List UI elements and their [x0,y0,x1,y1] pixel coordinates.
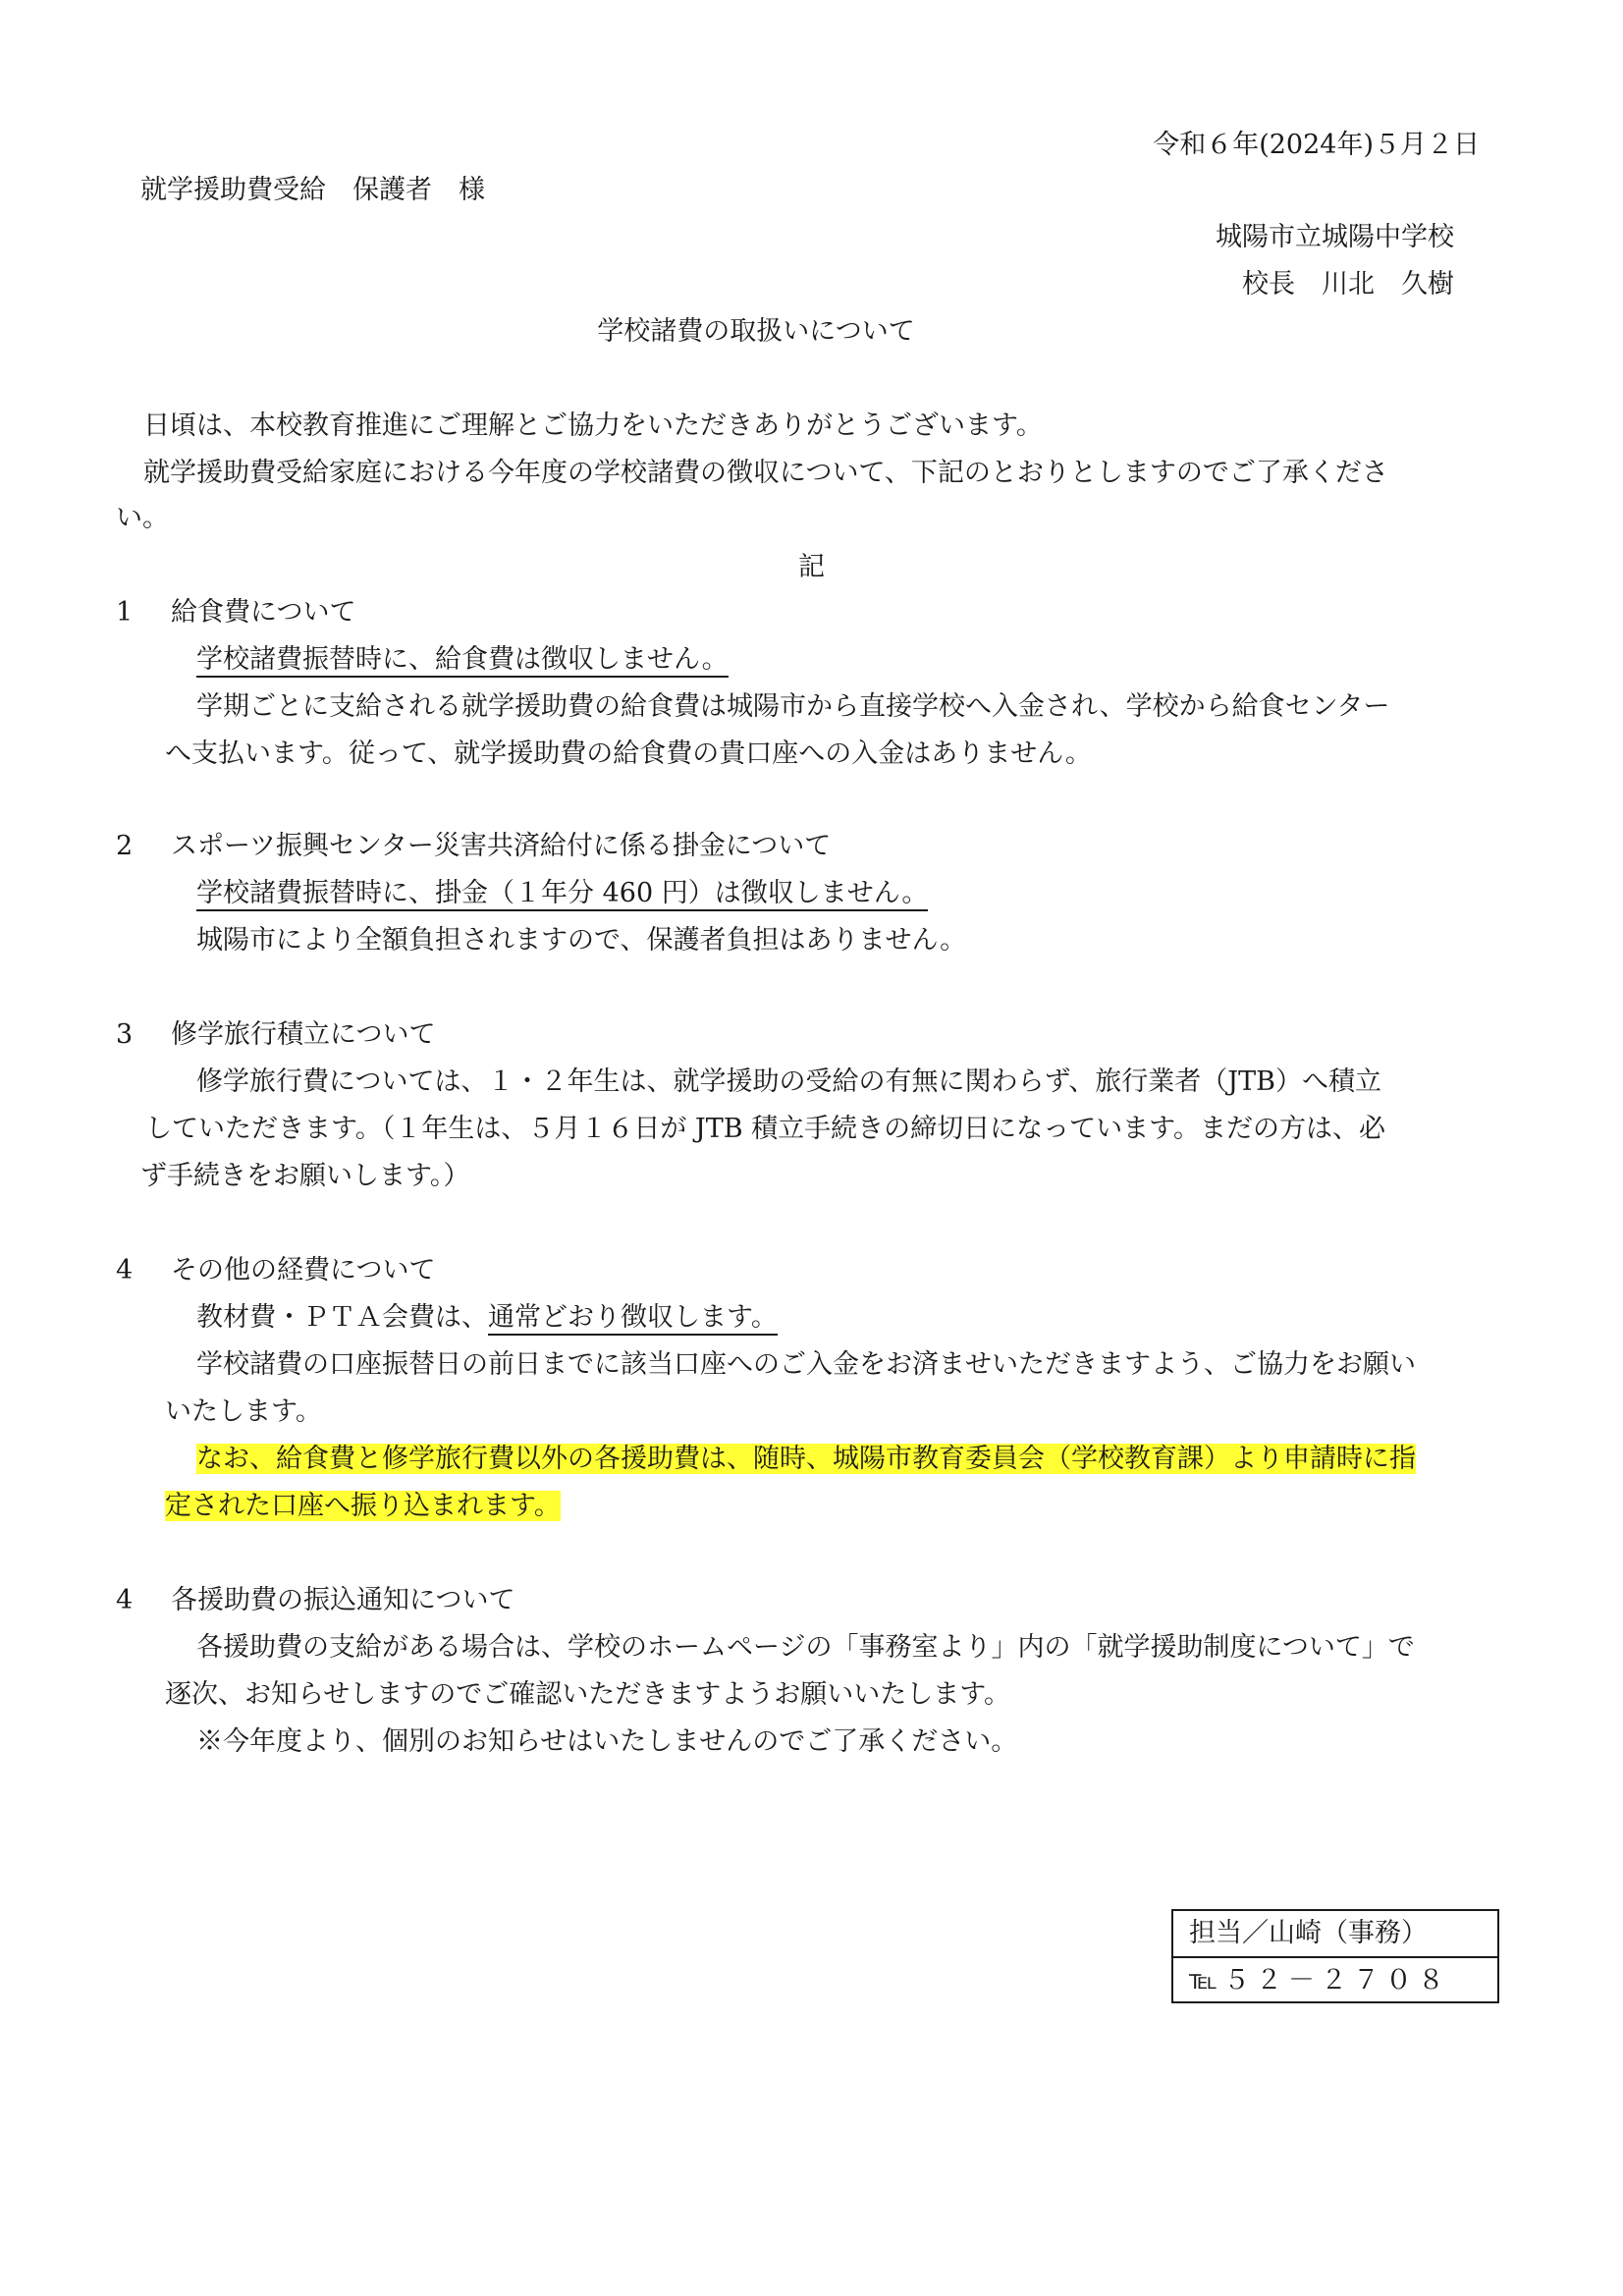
section-1-body-2: へ支払います。従って、就学援助費の給食費の貴口座への入金はありません。 [165,738,1092,769]
section-5-body-2: 逐次、お知らせしますのでご確認いただきますようお願いいたします。 [165,1679,1011,1710]
section-4-line [196,1302,778,1334]
underlined-text: 学校諸費振替時に、掛金（１年分 460 円）は徴収しません。 [196,878,928,911]
document-title: 学校諸費の取扱いについて [597,316,915,347]
section-4-heading [116,1255,435,1286]
section-5-body-1: 各援助費の支給がある場合は、学校のホームページの「事務室より」内の「就学援助制度について」で [196,1632,1415,1663]
underlined-text: 通常どおり徴収します。 [488,1302,778,1336]
section-5-heading [116,1585,514,1616]
section-2-heading [116,831,831,862]
contact-box [1171,1909,1499,2003]
section-1-body-1: 学期ごとに支給される就学援助費の給食費は城陽市から直接学校へ入金され、学校から給食センター [196,691,1390,722]
section-3-body-1: 修学旅行費については、１・２年生は、就学援助の受給の有無に関わらず、旅行業者（JTB）へ積立 [196,1066,1381,1097]
section-4-highlight-2 [165,1491,561,1522]
section-heading-text: 各援助費の振込通知について [171,1585,515,1615]
underlined-text: 学校諸費振替時に、給食費は徴収しません。 [196,644,729,678]
section-4-body-2: いたします。 [165,1396,322,1427]
section-number: 4 [116,1255,134,1285]
section-1-heading [116,597,355,629]
section-3-heading [116,1019,435,1051]
intro-line-3: い。 [116,503,169,533]
section-2-body-1: 城陽市により全額負担されますので、保護者負担はありません。 [196,925,967,956]
highlighted-text: 定された口座へ振り込まれます。 [165,1491,561,1521]
school-name: 城陽市立城陽中学校 [1216,222,1454,252]
section-3-body-2: していただきます。（１年生は、５月１６日が JTB 積立手続きの締切日になっています。まだの方は、必 [145,1114,1386,1144]
line-prefix: 教材費・ＰＴＡ会費は、 [196,1302,488,1333]
section-heading-text: 給食費について [171,597,356,628]
intro-line-1: 日頃は、本校教育推進にご理解とご協力をいただきありがとうございます。 [143,410,1043,441]
section-heading-text: 修学旅行積立について [171,1019,436,1050]
section-number: 1 [116,597,134,628]
section-5-note: ※今年度より、個別のお知らせはいたしませんのでご了承ください。 [196,1726,1018,1757]
section-4-body-1: 学校諸費の口座振替日の前日までに該当口座へのご入金をお済ませいただきますよう、ご協力をお願い [196,1349,1416,1380]
section-heading-text: スポーツ振興センター災害共済給付に係る掛金について [171,831,832,861]
section-4-highlight-1 [196,1444,1416,1475]
intro-line-2: 就学援助費受給家庭における今年度の学校諸費の徴収について、下記のとおりとしますのでご了承くださ [143,458,1388,488]
section-3-body-3: ず手続きをお願いします。） [140,1161,470,1191]
section-heading-text: その他の経費について [171,1255,436,1285]
principal-name: 校長 川北 久樹 [1242,269,1454,300]
highlighted-text: なお、給食費と修学旅行費以外の各援助費は、随時、城陽市教育委員会（学校教育課）より申請時に指 [196,1444,1416,1474]
document-date: 令和６年(2024年)５月２日 [1153,130,1480,160]
section-number: 3 [116,1019,134,1050]
recipient: 就学援助費受給 保護者 様 [140,175,485,205]
section-number: 2 [116,831,134,861]
contact-person: 担当／山崎（事務） [1173,1911,1497,1958]
section-2-underline [196,878,928,909]
section-1-underline [196,644,729,676]
ki-marker: 記 [798,552,825,582]
contact-tel: ℡５２－２７０８ [1189,1965,1451,1995]
section-number: 4 [116,1585,134,1615]
